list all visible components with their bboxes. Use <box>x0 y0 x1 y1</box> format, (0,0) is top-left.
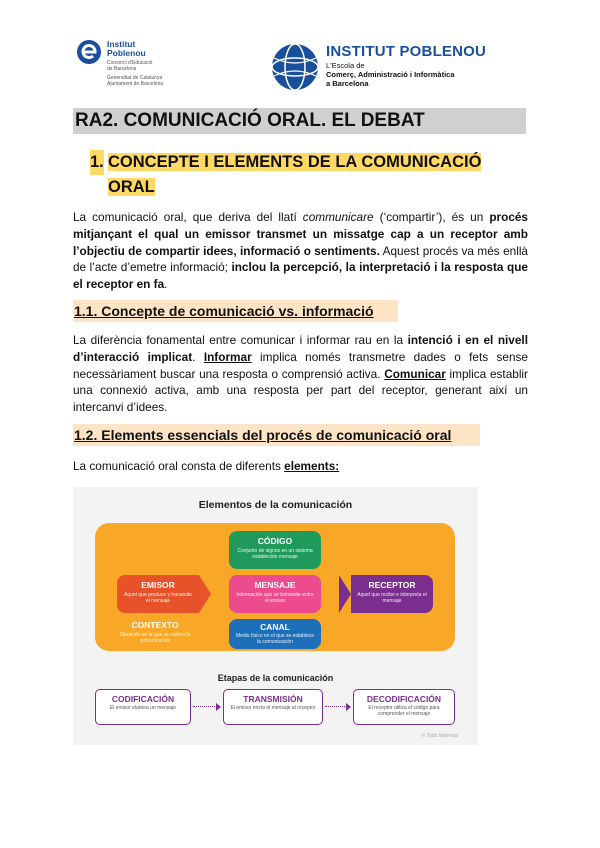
section-1-1-paragraph: La diferència fonamental entre comunicar i informar rau en la intenció i en el nivell d’interacció implicat. Informar implica només transmetre dades o fets sense necessàriament buscar una resposta o comprensió activa. Comunicar implica establir una connexió activa, amb una resposta per part del receptor, generant així un intercanvi d’idees. <box>73 333 528 415</box>
communication-elements-figure <box>73 487 478 745</box>
canal-card: CANAL Medio físico en el que se establece la comunicación <box>229 619 321 649</box>
section-1-paragraph: La comunicació oral, que deriva del llatí communicare (‘compartir’), és un procés mitjançant el qual un emissor transmet un missatge cap a un receptor amb l’objectiu de compartir idees, informació o sentiments. Aquest procés va més enllà de l’acte d’emetre informació; inclou la percepció, la interpretació i la resposta que el receptor en fa. <box>73 210 528 292</box>
mensaje-card: MENSAJE Información que se transmite entre el emisor <box>229 575 321 613</box>
stage-decodificacion: DECODIFICACIÓN El receptor utiliza el código para comprender el mensaje <box>353 689 455 725</box>
stage-transmision: TRANSMISIÓN El emisor envía el mensaje al receptor <box>223 689 323 725</box>
stage-connector <box>193 706 217 707</box>
section-1-heading <box>90 150 528 200</box>
receptor-card: RECEPTOR Aquel que recibe e interpreta el mensaje <box>351 575 433 613</box>
emisor-arrow <box>199 575 211 613</box>
section-1-2-heading: 1.2. Elements essencials del procés de comunicació oral <box>73 424 480 446</box>
codigo-card: CÓDIGO Conjunto de signos en un sistema establecido mensaje <box>229 531 321 569</box>
main-heading: RA2. COMUNICACIÓ ORAL. EL DEBAT <box>73 108 526 134</box>
logo-lines: L'Escola de Comerç, Administració i Informàtica a Barcelona <box>326 61 455 88</box>
section-1-2-paragraph: La comunicació oral consta de diferents elements: <box>73 459 340 473</box>
e-logo-icon <box>75 38 103 66</box>
stage-codificacion: CODIFICACIÓN El emisor elabora un mensaje <box>95 689 191 725</box>
stage-connector <box>325 706 347 707</box>
arrow-right-icon <box>216 703 221 711</box>
section-1-number: 1. <box>90 150 104 175</box>
arrow-right-icon <box>346 703 351 711</box>
institut-poblenou-school-logo <box>270 42 500 102</box>
section-1-1-heading: 1.1. Concepte de comunicació vs. informació <box>73 300 398 322</box>
logo-name-line1: Institut <box>107 39 136 49</box>
emisor-card: EMISOR Aquel que produce y transmite el mensaje <box>117 575 199 613</box>
logo-sub-lines: Consorci d'Educació de Barcelona Generalitat de Catalunya Ajuntament de Barcelona <box>107 60 164 87</box>
contexto-label: CONTEXTO Situación en la que se realiza la comunicación <box>119 620 191 644</box>
section-1-title: CONCEPTE I ELEMENTS DE LA COMUNICACIÓ ORAL <box>108 153 482 196</box>
elements-panel <box>95 523 455 651</box>
globe-icon <box>270 42 320 92</box>
logo-title: INSTITUT POBLENOU <box>326 43 487 60</box>
figure-title: Elementos de la comunicación <box>198 499 353 511</box>
receptor-arrow <box>339 575 351 613</box>
figure-credit: © Todo Materias <box>421 733 458 739</box>
institut-poblenou-logo <box>75 38 195 98</box>
logo-name-line2: Poblenou <box>107 48 146 58</box>
etapas-title: Etapas de la comunicación <box>217 673 334 683</box>
